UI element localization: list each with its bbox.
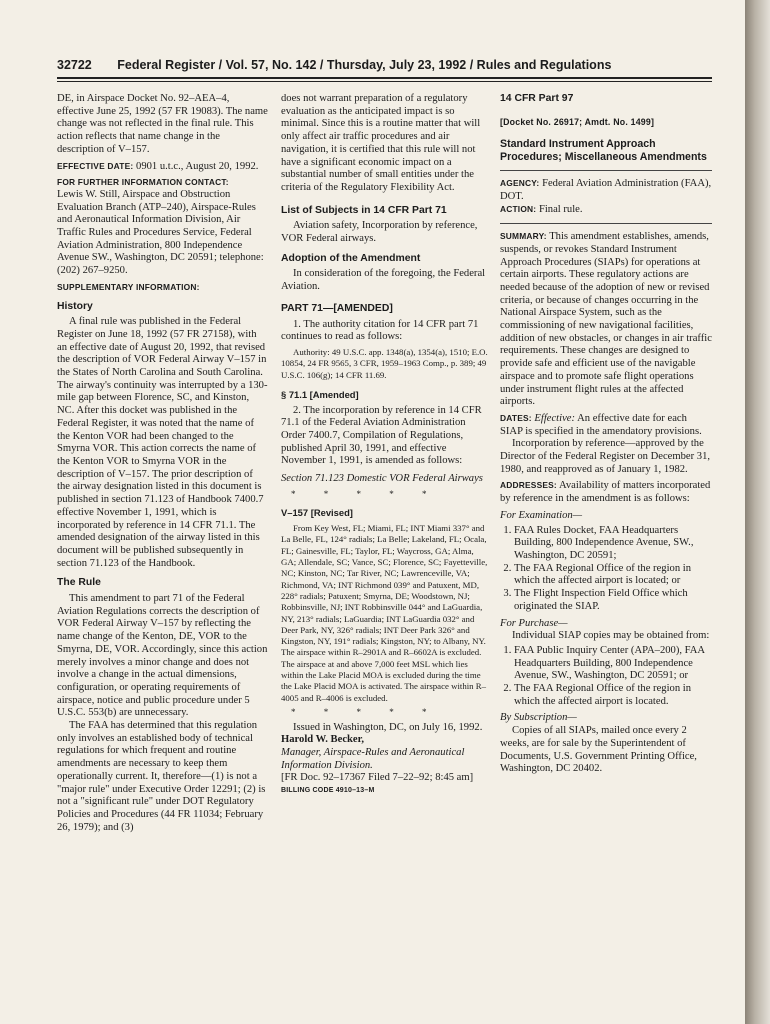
header-rule: [57, 77, 712, 79]
contact-label: FOR FURTHER INFORMATION CONTACT:: [57, 177, 229, 188]
subscription-heading: By Subscription—: [500, 712, 577, 724]
exam-list: [500, 525, 712, 614]
purchase-heading: For Purchase—: [500, 617, 568, 629]
action-line: ACTION: Final rule.: [500, 204, 583, 216]
list-item: 2. The FAA Regional Office of the region in which the affected airport is located; or: [514, 563, 712, 588]
column-2: [281, 93, 490, 798]
authority-text: Authority: 49 U.S.C. app. 1348(a), 1354(a), 1510; E.O. 10854, 24 FR 9565, 3 CFR, 1959–1963 Comp., p. 389; 49 U.S.C. 106(g); 14 CFR 11.69.: [281, 346, 488, 380]
header-rule-thin: [57, 81, 712, 82]
item-1: 1. The authority citation for 14 CFR part 71 continues to read as follows:: [281, 318, 479, 343]
dates-text-2: Incorporation by reference—approved by the Director of the Federal Register on December 31, 1980, and reapproved as of January 1, 1982.: [500, 438, 711, 475]
summary-text: SUMMARY: This amendment establishes, amends, suspends, or revokes Standard Instrument Approach Procedures (SIAPs) for operations at certain airports. These regulatory actions are needed because of the adoption of new or revised criteria, or because of changes occurring in the National Airspace System, such as the commissioning of new navigational facilities, addition of new obstacles, or changes in air traffic requirements. These changes are designed to provide safe and efficient use of the navigable airspace and to promote safe flight operations under instrument flight rules at the affected airports.: [500, 231, 712, 408]
continued-text: does not warrant preparation of a regulatory evaluation as the anticipated impact is so minimal. Since this is a routine matter that will only affect air traffic procedures and air navigation, it is certified that this rule will not have a significant economic impact on a substantial number of small entities under the criteria of the Regulatory Flexibility Act.: [281, 93, 481, 193]
part-heading: PART 71—[AMENDED]: [281, 302, 393, 314]
list-item: 1. FAA Rules Docket, FAA Headquarters Building, 800 Independence Avenue, SW., Washington, DC 20591;: [514, 525, 712, 563]
column-3: [500, 93, 712, 776]
history-heading: History: [57, 300, 93, 312]
adoption-heading: Adoption of the Amendment: [281, 252, 421, 264]
adoption-text: In consideration of the foregoing, the Federal Aviation.: [281, 268, 486, 293]
rule-heading: The Rule: [57, 577, 101, 589]
signer-name: Harold W. Becker,: [281, 734, 364, 746]
page-header: [57, 58, 712, 72]
divider: [500, 170, 712, 171]
divider: [500, 223, 712, 224]
rule-text-1: This amendment to part 71 of the Federal Aviation Regulations corrects the description of VOR Federal Airway V–157 by reflecting the name change of the Kenton, DE, VOR to the Smyrna, DE, VOR. Accordingly, since this action merely involves a minor change and does not involve a change in the actual dimensions, configuration, or operating requirements of airspace, notice and public procedure under 5 U.S.C. 553(b) are unnecessary.: [57, 593, 268, 719]
cfr-heading: 14 CFR Part 97: [500, 93, 574, 104]
section-heading: § 71.1 [Amended]: [281, 388, 359, 400]
v157-text: From Key West, FL; Miami, FL; INT Miami 337° and La Belle, FL, 124° radials; La Belle; Lakeland, FL; Ocala, FL; Gainesville, FL; Taylor, FL; Waycross, GA; Alma, GA; Allendale, SC; Vance, SC; Florence, SC; Fayetteville, NC; Kinston, NC; Tar River, NC; Lawrenceville, VA; Richmond, VA; INT Richmond 039° and Patuxent, MD, 228° radials; Patuxent; Smyrna, DE; Woodstown, NJ; Robbinsville, NJ; INT Robbinsville 044° and LaGuardia, NY, 213° radials; LaGuardia; INT LaGuardia 032° and Deer Park, NY, 326° radials; INT Deer Park 326° and Kingston, NY, 191° radials; Kingston, NY; to Albany, NY. The airspace within R–2901A and R–6602A is excluded. The airspace at and above 7,000 feet MSL which lies within the Lake Placid MOA is excluded during the time the Lake Placid MOA is activated. The airspace within R–4005 and R–4006 is excluded.: [281, 523, 488, 703]
item-2: 2. The incorporation by reference in 14 CFR 71.1 of the Federal Aviation Administration Order 7400.7, Compilation of Regulations, published April 30, 1991, and effective November 1, 1991, is amended as follows:: [281, 404, 482, 467]
exam-heading: For Examination—: [500, 509, 583, 521]
issued-text: Issued in Washington, DC, on July 16, 1992.: [293, 721, 483, 733]
billing-code: BILLING CODE 4910–13–M: [281, 787, 375, 795]
effective-date: EFFECTIVE DATE: 0901 u.t.c., August 20, 1992.: [57, 160, 259, 172]
ellipsis-stars-2: * * * * *: [291, 706, 440, 717]
contact-text: Lewis W. Still, Airspace and Obstruction Evaluation Branch (ATP–240), Airspace-Rules and Aeronautical Information Division, Air Traffic Rules and Procedures Service, Federal Aviation Administration, 800 Independence Avenue SW., Washington, DC 20591; telephone: (202) 267–9250.: [57, 188, 264, 277]
intro-text: DE, in Airspace Docket No. 92–AEA–4, effective June 25, 1992 (57 FR 19083). The name change was not reflected in the final rule. This action reflects that name change in the description of V–157.: [57, 93, 268, 155]
supplementary-label: SUPPLEMENTARY INFORMATION:: [57, 281, 200, 292]
header-title: Federal Register / Vol. 57, No. 142 / Thursday, July 23, 1992 / Rules and Regulations: [117, 58, 612, 72]
rule-title: Standard Instrument Approach Procedures; Miscellaneous Amendments: [500, 138, 707, 164]
page-number: 32722: [57, 58, 92, 72]
subjects-text: Aviation safety, Incorporation by reference, VOR Federal airways.: [281, 220, 478, 245]
addresses-text: ADDRESSES: Availability of matters incorporated by reference in the amendment is as follows:: [500, 480, 711, 505]
column-1: [57, 93, 268, 834]
page-edge: [745, 0, 770, 1024]
section-title: Section 71.123 Domestic VOR Federal Airways: [281, 473, 483, 485]
dates-text: DATES: Effective: An effective date for each SIAP is specified in the amendatory provisions.: [500, 412, 702, 437]
signer-title: Manager, Airspace-Rules and Aeronautical Information Division.: [281, 747, 465, 771]
list-item: 2. The FAA Regional Office of the region in which the affected airport is located.: [514, 683, 712, 708]
fr-doc: [FR Doc. 92–17367 Filed 7–22–92; 8:45 am]: [281, 772, 474, 784]
list-item: 1. FAA Public Inquiry Center (APA–200), FAA Headquarters Building, 800 Independence Avenue, SW., Washington, DC 20591; or: [514, 645, 712, 683]
subscription-text: Copies of all SIAPs, mailed once every 2 weeks, are for sale by the Superintendent of Documents, U.S. Government Printing Office, Washington, DC 20402.: [500, 725, 697, 775]
agency-line: AGENCY: Federal Aviation Administration (FAA), DOT.: [500, 178, 712, 202]
subjects-heading: List of Subjects in 14 CFR Part 71: [281, 204, 447, 216]
v157-heading: V–157 [Revised]: [281, 507, 353, 519]
history-text: A final rule was published in the Federal Register on June 18, 1992 (57 FR 27158), with an effective date of August 20, 1992, that revised the description of VOR Federal Airway V–157 in the States of North Carolina and South Carolina. The airway's continuity was interrupted by a 130-mile gap between Florence, SC, and Kinston, NC. After this docket was published in the Federal Register, it was noted that the name of the Kenton VOR had been changed to the Smyrna VOR. This action corrects the name of the Kenton VOR to Smyrna VOR in the description of V–157. The prior description of the airway designation listed in this document is published in section 71.123 of Handbook 7400.7 effective November 1, 1991, which is incorporated by reference in 14 CFR 71.1. The amended designation of the airway listed in this document will be published subsequently in section 71.123 of the Handbook.: [57, 316, 268, 569]
docket-number: [Docket No. 26917; Amdt. No. 1499]: [500, 116, 655, 127]
rule-text-2: The FAA has determined that this regulation only involves an established body of technical regulations for which frequent and routine amendments are necessary to keep them operationally current. It, therefore—(1) is not a "major rule" under Executive Order 12291; (2) is not a "significant rule" under DOT Regulatory Policies and Procedures (44 FR 11034; February 26, 1979); and (3): [57, 720, 266, 833]
ellipsis-stars: * * * * *: [291, 488, 440, 499]
purchase-intro: Individual SIAP copies may be obtained from:: [512, 630, 710, 642]
purchase-list: [500, 645, 712, 709]
list-item: 3. The Flight Inspection Field Office which originated the SIAP.: [514, 588, 712, 613]
